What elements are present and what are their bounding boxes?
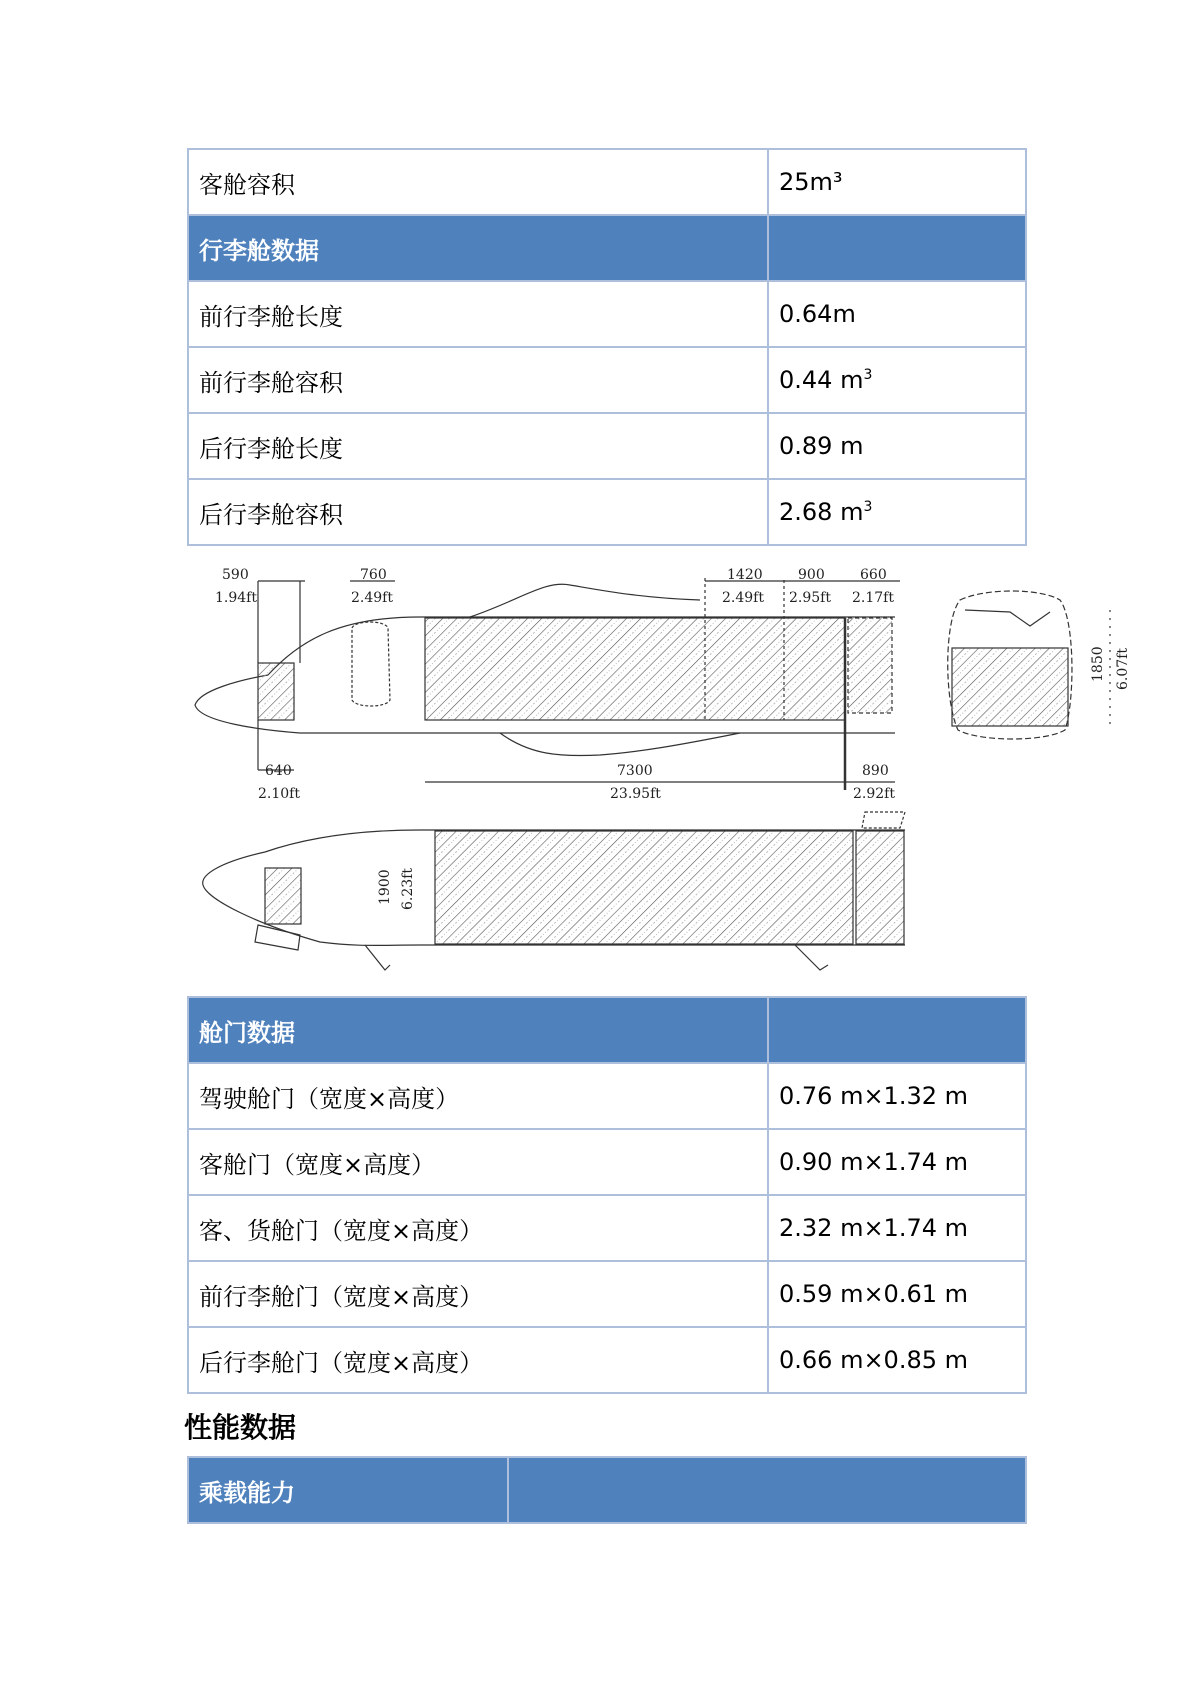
row-label: 前行李舱门（宽度×高度）: [188, 1261, 768, 1327]
row-label: 客舱门（宽度×高度）: [188, 1129, 768, 1195]
dim-1900-ft: 6.23ft: [400, 868, 416, 910]
table-row: [188, 1195, 1026, 1261]
dim-590-ft: 1.94ft: [215, 590, 257, 606]
table-row: [188, 1129, 1026, 1195]
value-superscript: 3: [863, 367, 873, 383]
section-header-label: 行李舱数据: [188, 215, 768, 281]
row-value: 0.66 m×0.85 m: [768, 1327, 1026, 1393]
dim-640-ft: 2.10ft: [258, 786, 300, 802]
table-row: [188, 1327, 1026, 1393]
value-text: 2.68 m: [779, 498, 864, 526]
side-view: [195, 578, 900, 790]
section-header-label: 舱门数据: [188, 997, 768, 1063]
section-header-label: 乘载能力: [188, 1457, 508, 1523]
dim-890-ft: 2.92ft: [853, 786, 895, 802]
row-label: 客舱容积: [188, 149, 768, 215]
dim-900-ft: 2.95ft: [789, 590, 831, 606]
dim-760-ft: 2.49ft: [351, 590, 393, 606]
performance-table: [187, 1456, 1027, 1524]
row-value: 0.90 m×1.74 m: [768, 1129, 1026, 1195]
dim-1900: 1900: [377, 869, 393, 905]
table-section-header: [188, 1457, 1026, 1523]
section-header-blank: [768, 997, 1026, 1063]
dim-7300-ft: 23.95ft: [610, 786, 661, 802]
row-label: 前行李舱容积: [188, 347, 768, 413]
dim-1850-ft: 6.07ft: [1115, 648, 1131, 690]
section-title-performance: 性能数据: [184, 1411, 297, 1444]
value-superscript: 3: [863, 499, 873, 515]
dim-660-ft: 2.17ft: [852, 590, 894, 606]
table-row: [188, 1261, 1026, 1327]
row-value: 25m³: [768, 149, 1026, 215]
dim-1420-ft: 2.49ft: [722, 590, 764, 606]
dim-900: 900: [798, 567, 825, 583]
row-value: 2.32 m×1.74 m: [768, 1195, 1026, 1261]
section-header-blank: [508, 1457, 1026, 1523]
row-value: 0.59 m×0.61 m: [768, 1261, 1026, 1327]
table-section-header: [188, 997, 1026, 1063]
top-view: [203, 812, 905, 970]
dim-7300: 7300: [617, 763, 653, 779]
dim-590: 590: [222, 567, 249, 583]
value-text: 0.44 m: [779, 366, 864, 394]
door-data-table: [187, 996, 1027, 1394]
table-row: [188, 1063, 1026, 1129]
row-value: 0.76 m×1.32 m: [768, 1063, 1026, 1129]
cross-section-view: [948, 591, 1110, 739]
row-label: 后行李舱长度: [188, 413, 768, 479]
row-label: 驾驶舱门（宽度×高度）: [188, 1063, 768, 1129]
row-value: 0.64m: [768, 281, 1026, 347]
dim-1850: 1850: [1090, 646, 1106, 682]
row-label: 后行李舱门（宽度×高度）: [188, 1327, 768, 1393]
row-label: 客、货舱门（宽度×高度）: [188, 1195, 768, 1261]
dim-1420: 1420: [727, 567, 763, 583]
dim-760: 760: [360, 567, 387, 583]
dim-660: 660: [860, 567, 887, 583]
row-value: 0.89 m: [768, 413, 1026, 479]
dim-890: 890: [862, 763, 889, 779]
row-label: 后行李舱容积: [188, 479, 768, 545]
dim-640: 640: [265, 763, 292, 779]
row-label: 前行李舱长度: [188, 281, 768, 347]
